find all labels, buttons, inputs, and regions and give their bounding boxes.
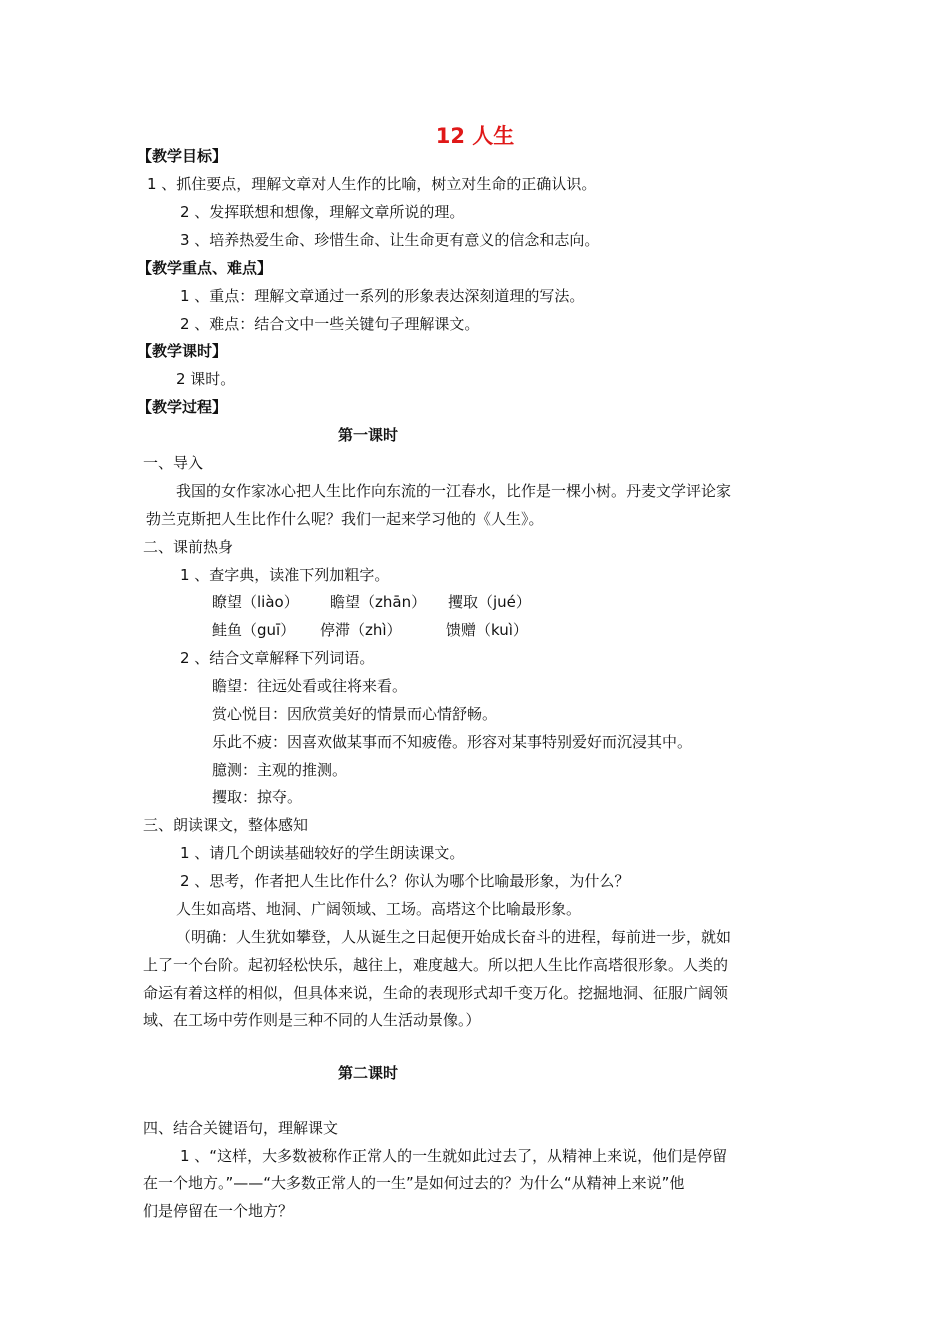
- paragraph-line: 勃兰克斯把人生比作什么呢？我们一起来学习他的《人生》。: [146, 510, 544, 528]
- question-item: 1 、查字典，读准下列加粗字。: [180, 566, 390, 584]
- goal-item: 1 、抓住要点，理解文章对人生作的比喻，树立对生命的正确认识。: [147, 175, 597, 193]
- section-heading-hours: 【教学课时】: [137, 342, 228, 360]
- question-item: 2 、结合文章解释下列词语。: [180, 649, 375, 667]
- hours-text: 2 课时。: [176, 370, 236, 388]
- paragraph-line: （明确：人生犹如攀登，人从诞生之日起便开始成长奋斗的进程，每前进一步，就如: [176, 928, 732, 946]
- definition-item: 赏心悦目：因欣赏美好的情景而心情舒畅。: [212, 705, 498, 723]
- lesson-heading-2: 第二课时: [338, 1064, 399, 1082]
- lesson-heading-1: 第一课时: [338, 426, 399, 444]
- part2-heading: 二、课前热身: [143, 538, 234, 556]
- pinyin-word: 瞭望（liào）: [212, 593, 299, 611]
- part1-heading: 一、导入: [143, 454, 204, 472]
- question-item: 1 、请几个朗读基础较好的学生朗读课文。: [180, 844, 465, 862]
- page-title: 12 人生: [435, 124, 515, 148]
- section-heading-goals: 【教学目标】: [137, 147, 228, 165]
- pinyin-word: 攫取（jué）: [448, 593, 531, 611]
- answer-text: 人生如高塔、地洞、广阔领域、工场。高塔这个比喻最形象。: [176, 900, 582, 918]
- section-heading-keypoints: 【教学重点、难点】: [137, 259, 273, 277]
- paragraph-line: 上了一个台阶。起初轻松快乐，越往上，难度越大。所以把人生比作高塔很形象。人类的: [143, 956, 729, 974]
- paragraph-line: 们是停留在一个地方？: [143, 1202, 294, 1220]
- part3-heading: 三、朗读课文，整体感知: [143, 816, 309, 834]
- paragraph-line: 在一个地方。”——“大多数正常人的一生”是如何过去的？为什么“从精神上来说”他: [143, 1174, 685, 1192]
- definition-item: 瞻望：往远处看或往将来看。: [212, 677, 408, 695]
- definition-item: 臆测：主观的推测。: [212, 761, 348, 779]
- goal-item: 2 、发挥联想和想像，理解文章所说的理。: [180, 203, 465, 221]
- paragraph-line: 我国的女作家冰心把人生比作向东流的一江春水，比作是一棵小树。丹麦文学评论家: [176, 482, 732, 500]
- question-item: 2 、思考，作者把人生比作什么？你认为哪个比喻最形象，为什么？: [180, 872, 630, 890]
- keypoint-item: 2 、难点：结合文中一些关键句子理解课文。: [180, 315, 480, 333]
- section-heading-process: 【教学过程】: [137, 398, 228, 416]
- pinyin-row: [212, 591, 531, 613]
- paragraph-line: 1 、“这样，大多数被称作正常人的一生就如此过去了，从精神上来说，他们是停留: [180, 1147, 728, 1165]
- part4-heading: 四、结合关键语句，理解课文: [143, 1119, 339, 1137]
- definition-item: 攫取：掠夺。: [212, 788, 303, 806]
- paragraph-line: 域、在工场中劳作则是三种不同的人生活动景像。）: [143, 1011, 481, 1029]
- definition-item: 乐此不疲：因喜欢做某事而不知疲倦。形容对某事特别爱好而沉浸其中。: [212, 733, 693, 751]
- paragraph-line: 命运有着这样的相似，但具体来说，生命的表现形式却千变万化。挖掘地洞、征服广阔领: [143, 984, 729, 1002]
- goal-item: 3 、培养热爱生命、珍惜生命、让生命更有意义的信念和志向。: [180, 231, 600, 249]
- pinyin-word: 鲑鱼（guī）: [212, 621, 296, 639]
- pinyin-word: 馈赠（kuì）: [446, 621, 528, 639]
- keypoint-item: 1 、重点：理解文章通过一系列的形象表达深刻道理的写法。: [180, 287, 585, 305]
- pinyin-word: 瞻望（zhān）: [330, 593, 427, 611]
- pinyin-row: [212, 619, 528, 641]
- pinyin-word: 停滞（zhì）: [320, 621, 402, 639]
